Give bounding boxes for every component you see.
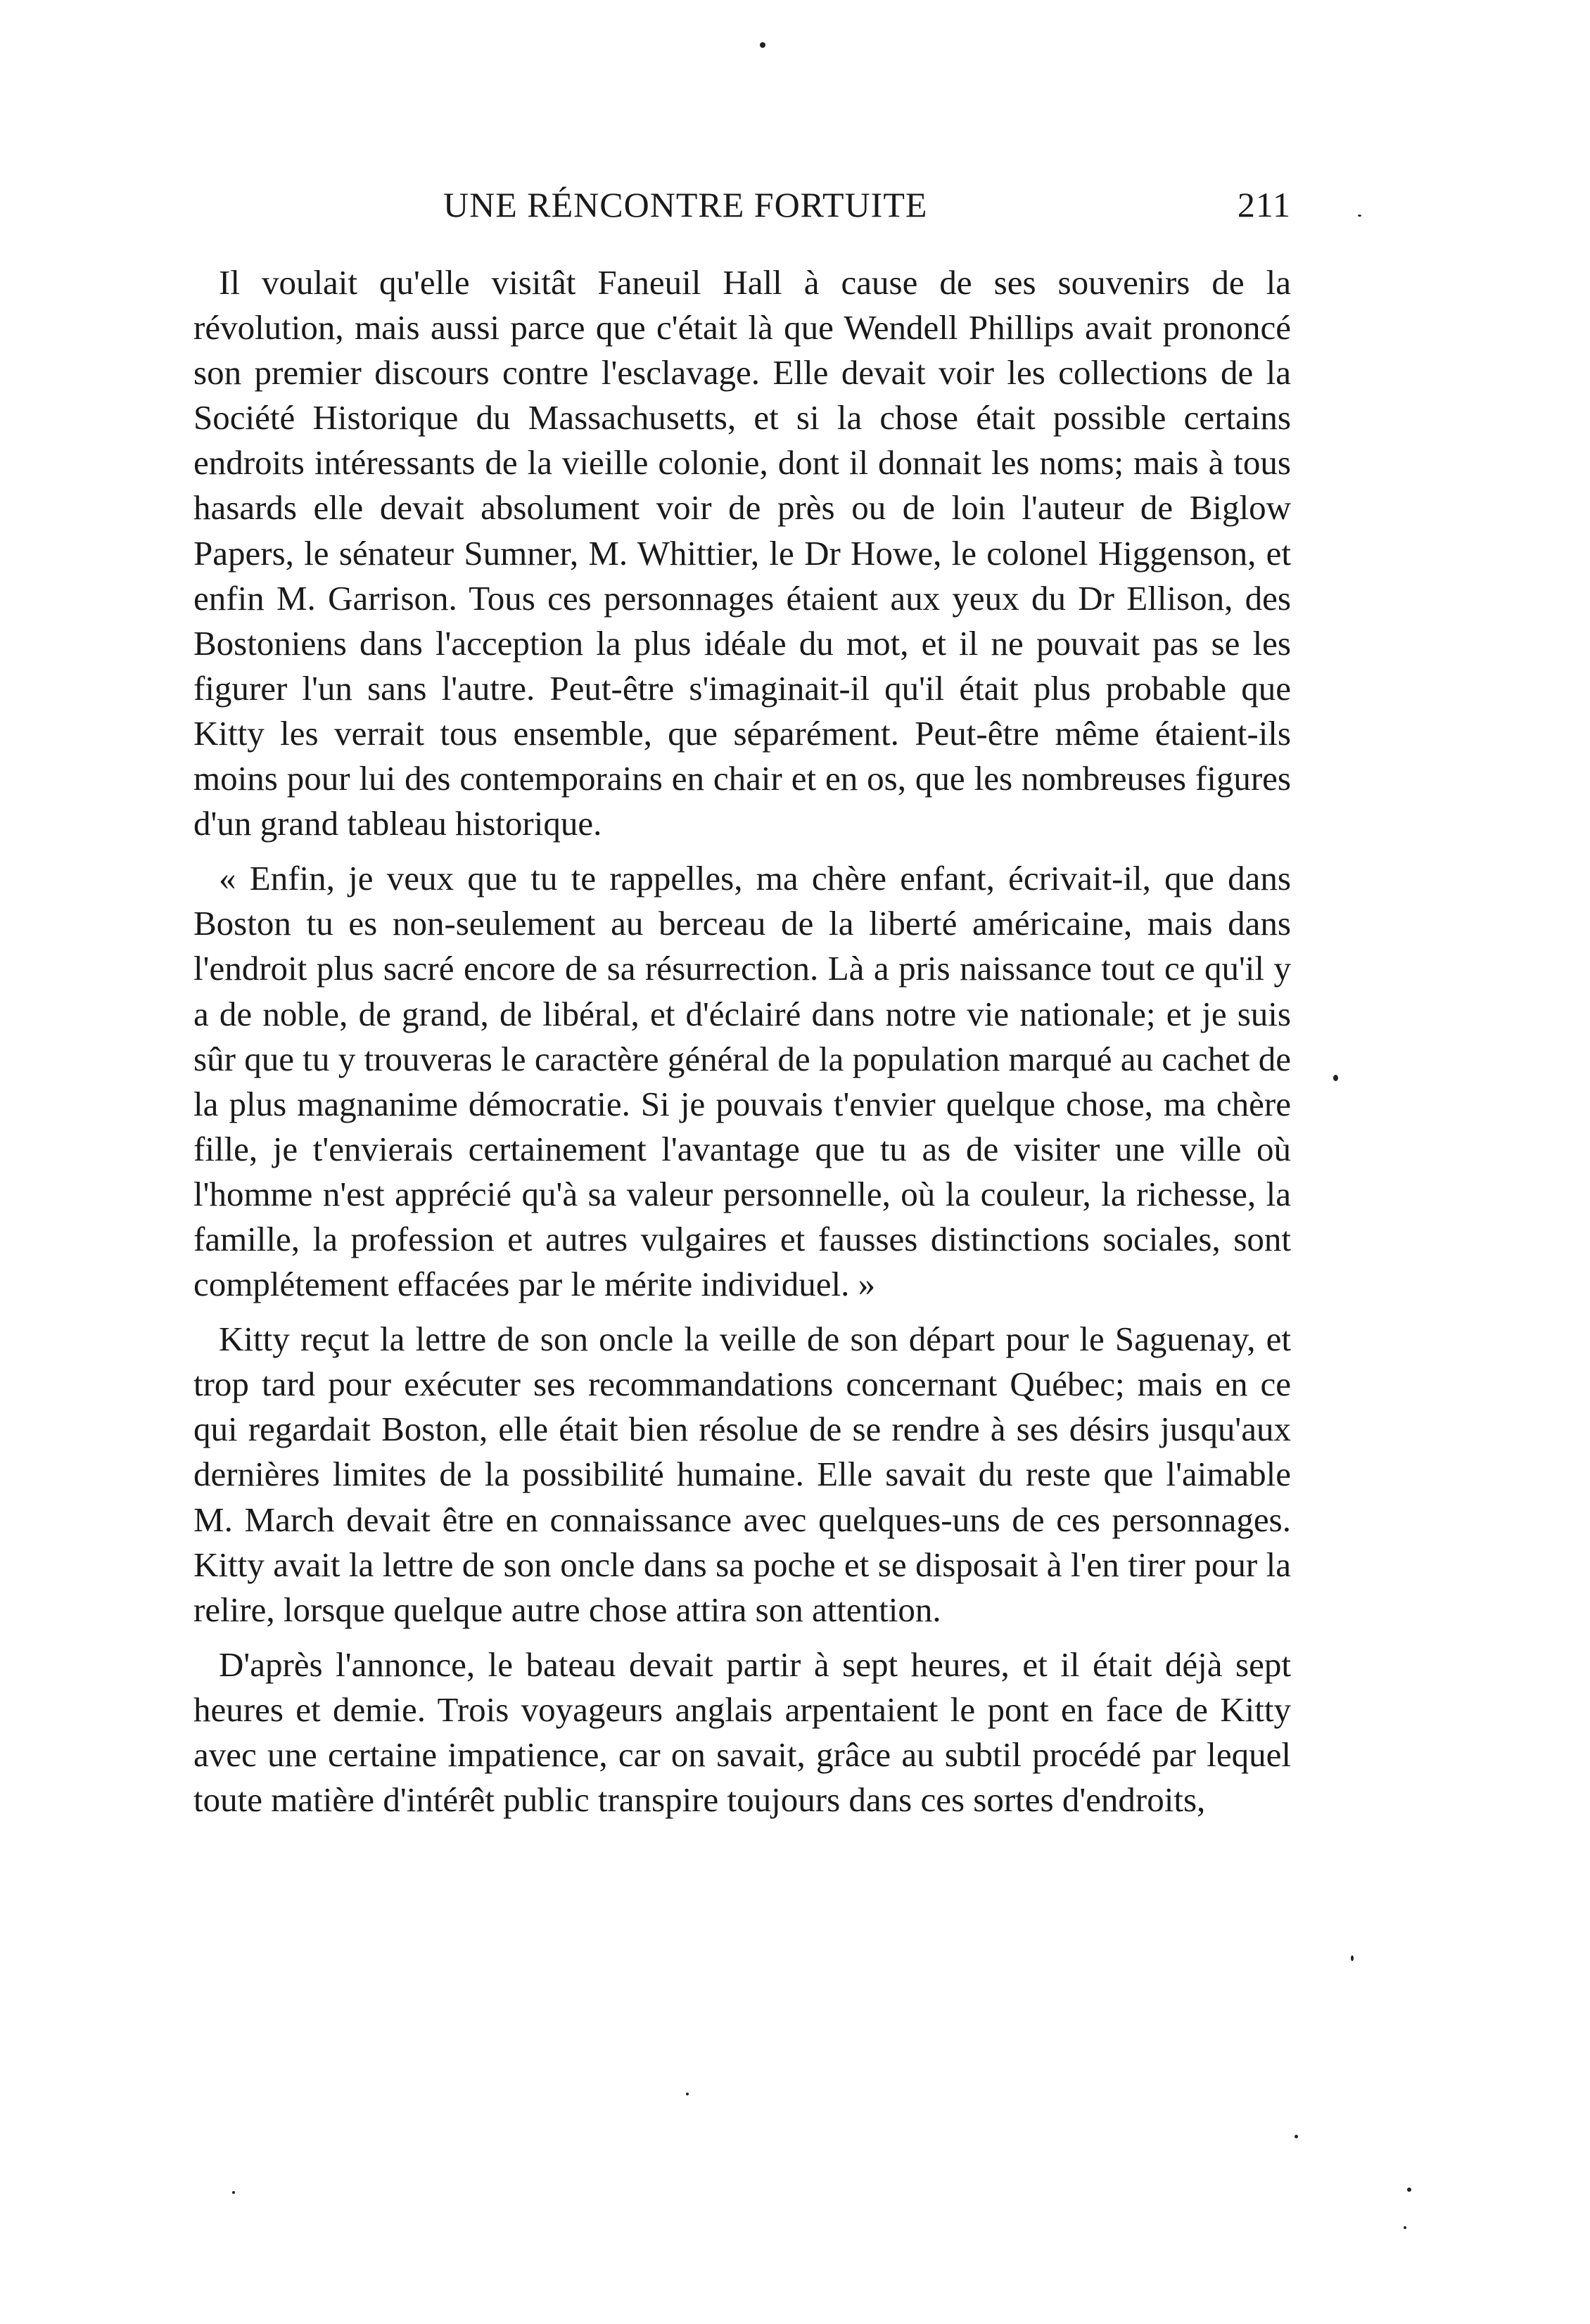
scan-speck: [686, 2093, 689, 2095]
running-header: [193, 184, 1291, 234]
paragraph-1: Il voulait qu'elle visitât Faneuil Hall à cause de ses souvenirs de la révolution, mais aussi parce que c'était là que Wendell Phillips avait prononcé son premier discours contre l'esclavage. Elle devait voir les collections de la Société Historique du Massachusetts, et si la chose était possible certains endroits intéressants de la vieille colonie, dont il donnait les noms; mais à tous hasards elle devait absolument voir de près ou de loin l'auteur de Biglow Papers, le sénateur Sumner, M. Whittier, le Dr Howe, le colonel Higgenson, et enfin M. Garrison. Tous ces personnages étaient aux yeux du Dr Ellison, des Bostoniens dans l'acception la plus idéale du mot, et il ne pouvait pas se les figurer l'un sans l'autre. Peut-être s'imaginait-il qu'il était plus probable que Kitty les verrait tous ensemble, que séparément. Peut-être même étaient-ils moins pour lui des contemporains en chair et en os, que les nombreuses figures d'un grand tableau historique.: [193, 263, 1291, 843]
paragraph-3: Kitty reçut la lettre de son oncle la veille de son départ pour le Saguenay, et trop tard pour exécuter ses recommandations concernant Québec; mais en ce qui regardait Boston, elle était bien résolue de se rendre à ses désirs jusqu'aux dernières limites de la possibilité humaine. Elle savait du reste que l'aimable M. March devait être en connaissance avec quelques-uns de ces personnages. Kitty avait la lettre de son oncle dans sa poche et se disposait à l'en tirer pour la relire, lorsque quelque autre chose attira son attention.: [193, 1320, 1291, 1629]
scan-speck: [1295, 2135, 1298, 2138]
scan-speck: [1358, 215, 1361, 217]
scan-speck: [1333, 1075, 1338, 1081]
scan-speck: [760, 42, 765, 48]
scan-speck: [1351, 1955, 1354, 1961]
page-number: 211: [1237, 185, 1291, 224]
scan-speck: [1407, 2188, 1411, 2192]
scan-speck: [232, 2191, 235, 2194]
body-text: [193, 260, 1291, 1822]
paragraph-4: D'après l'annonce, le bateau devait partir à sept heures, et il était déjà sept heures et demie. Trois voyageurs anglais arpentaient le pont en face de Kitty avec une certaine impatience, car on savait, grâce au subtil procédé par lequel toute matière d'intérêt public transpire toujours dans ces sortes d'endroits,: [193, 1645, 1291, 1820]
running-title: UNE RÉNCONTRE FORTUITE: [443, 185, 928, 224]
scan-speck: [1404, 2226, 1406, 2229]
paragraph-2: « Enfin, je veux que tu te rappelles, ma chère enfant, écrivait-il, que dans Boston tu es non-seulement au berceau de la liberté américaine, mais dans l'endroit plus sacré encore de sa résurrection. Là a pris naissance tout ce qu'il y a de noble, de grand, de libéral, et d'éclairé dans notre vie nationale; et je suis sûr que tu y trouveras le caractère général de la population marqué au cachet de la plus magnanime démocratie. Si je pouvais t'envier quelque chose, ma chère fille, je t'envierais certainement l'avantage que tu as de visiter une ville où l'homme n'est apprécié qu'à sa valeur personnelle, où la couleur, la richesse, la famille, la profession et autres vulgaires et fausses distinctions sociales, sont complétement effacées par le mérite individuel. »: [193, 859, 1291, 1304]
